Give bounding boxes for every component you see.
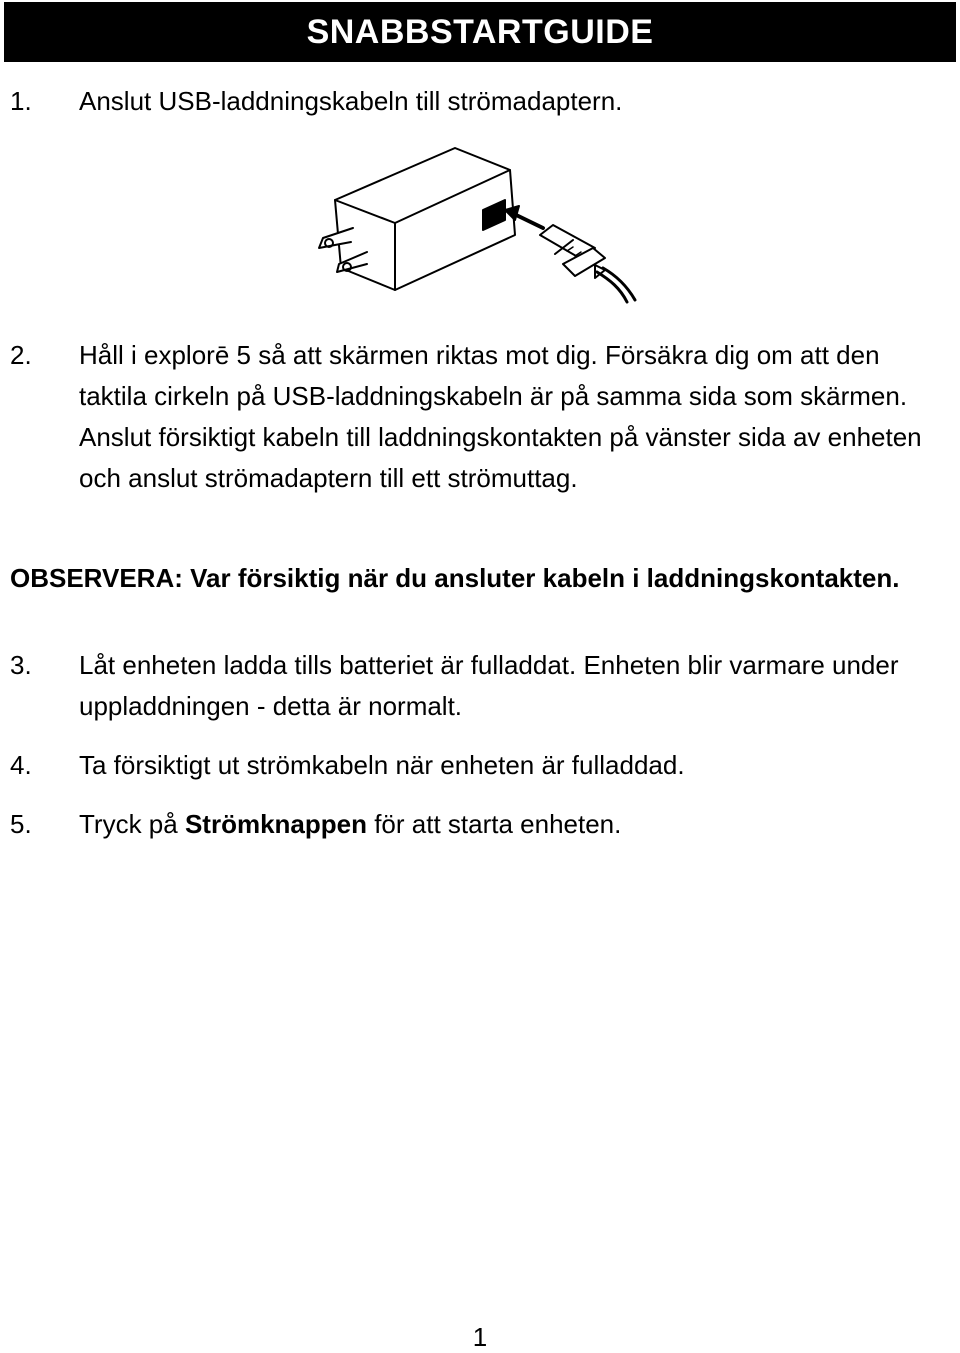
step-2 xyxy=(10,335,950,499)
step-4 xyxy=(10,745,950,786)
step-3 xyxy=(10,645,950,727)
step-text: Ta försiktigt ut strömkabeln när enheten är fulladdad. xyxy=(79,750,685,780)
step-number: 2. xyxy=(10,340,32,370)
step-1 xyxy=(10,81,950,122)
step-5 xyxy=(10,804,950,845)
page-number: 1 xyxy=(472,1322,488,1352)
power-button-label: Strömknappen xyxy=(184,809,367,839)
usb-charger-illustration xyxy=(305,140,655,310)
step-text: Håll i explorē 5 så att skärmen riktas mot dig. Försäkra dig om att den taktila cirkeln på USB-laddningskabeln är på samma sida som skärmen. Anslut försiktigt kabeln till laddningskontakten på vänster sida av enheten och anslut strömadaptern till ett strömuttag. xyxy=(79,340,922,493)
caution-note xyxy=(10,558,950,599)
usb-cable xyxy=(597,272,627,302)
caution-text: OBSERVERA: Var försiktig när du ansluter kabeln i laddningskontakten. xyxy=(10,563,900,593)
step-text: Låt enheten ladda tills batteriet är fulladdat. Enheten blir varmare under uppladdningen - detta är normalt. xyxy=(79,650,899,721)
step-text-before: Tryck på xyxy=(79,809,185,839)
step-text-after: för att starta enheten. xyxy=(366,809,622,839)
step-number: 1. xyxy=(10,86,32,116)
page-title-bar xyxy=(4,2,956,62)
step-number: 5. xyxy=(10,809,32,839)
page-title: SNABBSTARTGUIDE xyxy=(306,12,654,51)
step-number: 3. xyxy=(10,650,32,680)
step-text xyxy=(79,804,950,845)
step-number: 4. xyxy=(10,750,32,780)
step-text: Anslut USB-laddningskabeln till strömadaptern. xyxy=(79,86,623,116)
